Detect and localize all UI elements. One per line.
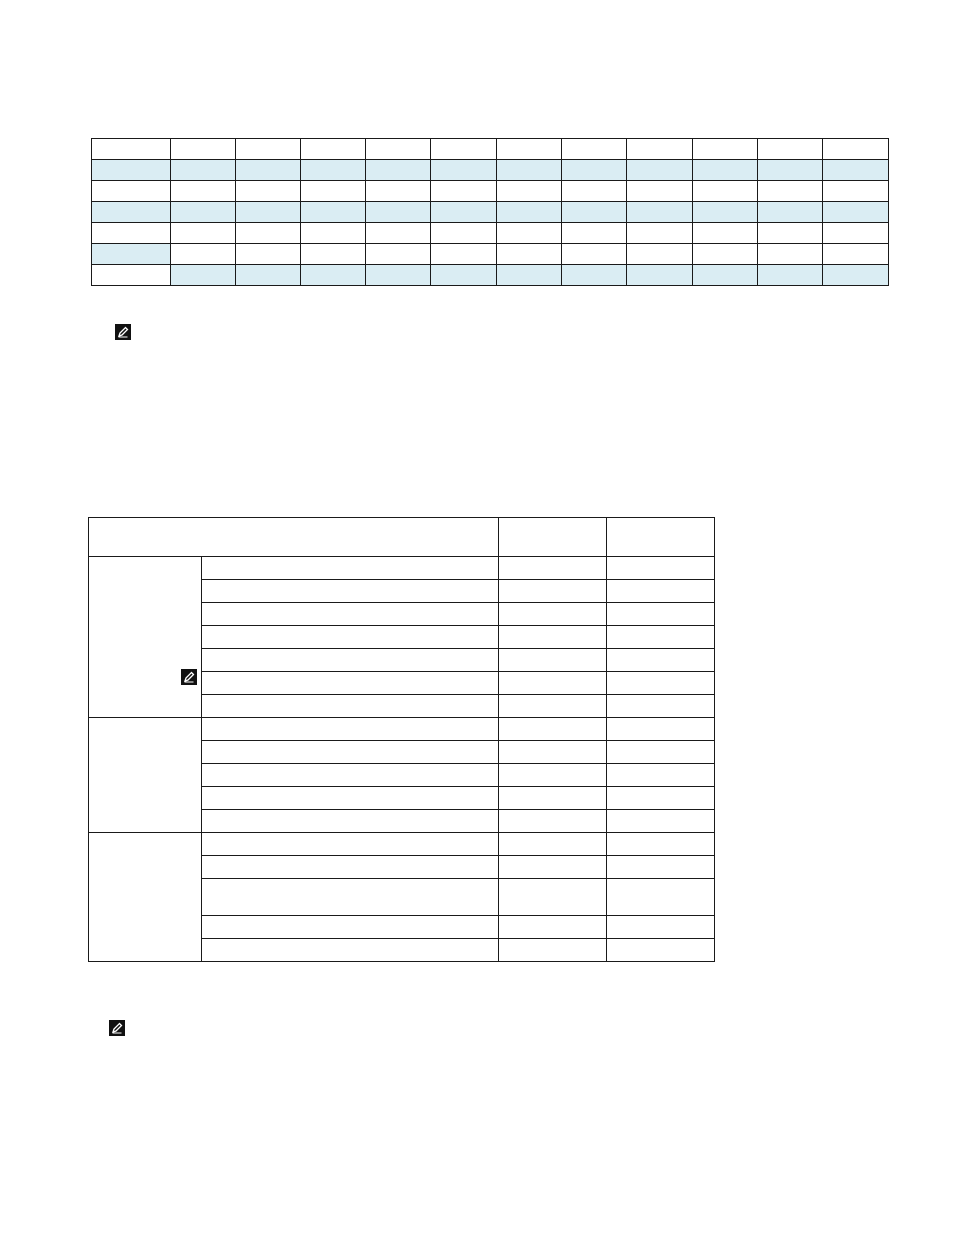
spec-cell [202, 603, 499, 626]
spec-cell [607, 718, 715, 741]
matrix-cell [301, 244, 366, 265]
spec-cell [202, 787, 499, 810]
matrix-cell [171, 202, 236, 223]
spec-cell [202, 741, 499, 764]
spec-body [89, 518, 715, 962]
matrix-table [91, 138, 889, 286]
matrix-cell [562, 202, 627, 223]
spec-cell [499, 833, 607, 856]
matrix-row [92, 160, 889, 181]
matrix-cell [366, 265, 431, 286]
matrix-cell [431, 223, 497, 244]
matrix-cell [171, 223, 236, 244]
spec-row [89, 718, 715, 741]
matrix-cell [431, 181, 497, 202]
matrix-cell [301, 265, 366, 286]
matrix-cell [431, 265, 497, 286]
matrix-cell [497, 181, 562, 202]
matrix-cell [562, 223, 627, 244]
spec-cell [202, 764, 499, 787]
matrix-cell [823, 244, 889, 265]
matrix-cell [823, 265, 889, 286]
matrix-cell [301, 160, 366, 181]
matrix-cell [758, 181, 823, 202]
spec-cell [607, 695, 715, 718]
matrix-cell [431, 202, 497, 223]
spec-cell [607, 916, 715, 939]
matrix-body [92, 139, 889, 286]
matrix-cell [497, 223, 562, 244]
spec-cell [499, 787, 607, 810]
spec-cell [202, 557, 499, 580]
matrix-cell [693, 202, 758, 223]
spec-cell [499, 916, 607, 939]
matrix-row-label-cell [92, 202, 171, 223]
spec-header-cell [89, 518, 499, 557]
spec-group-cell [89, 557, 202, 718]
spec-cell [607, 557, 715, 580]
matrix-cell [301, 181, 366, 202]
matrix-row-label-cell [92, 160, 171, 181]
matrix-cell [497, 139, 562, 160]
matrix-cell [562, 139, 627, 160]
matrix-cell [627, 181, 693, 202]
spec-cell [202, 939, 499, 962]
spec-cell [499, 856, 607, 879]
spec-cell [499, 879, 607, 916]
spec-cell [202, 879, 499, 916]
matrix-cell [366, 181, 431, 202]
spec-cell [499, 557, 607, 580]
matrix-cell [693, 139, 758, 160]
spec-cell [202, 833, 499, 856]
spec-cell [499, 649, 607, 672]
matrix-cell [497, 160, 562, 181]
matrix-cell [301, 202, 366, 223]
matrix-cell [758, 139, 823, 160]
spec-cell [202, 649, 499, 672]
matrix-row [92, 202, 889, 223]
matrix-cell [236, 223, 301, 244]
spec-group-cell [89, 833, 202, 962]
spec-cell [607, 649, 715, 672]
matrix-cell [366, 202, 431, 223]
matrix-cell [562, 181, 627, 202]
note-icon [115, 324, 131, 340]
matrix-cell [236, 202, 301, 223]
matrix-cell [758, 202, 823, 223]
matrix-cell [758, 244, 823, 265]
spec-cell [499, 603, 607, 626]
matrix-cell [627, 244, 693, 265]
spec-cell [607, 764, 715, 787]
matrix-row [92, 181, 889, 202]
matrix-cell [758, 265, 823, 286]
spec-cell [607, 833, 715, 856]
spec-cell [202, 580, 499, 603]
matrix-cell [693, 265, 758, 286]
matrix-cell [693, 223, 758, 244]
spec-cell [202, 718, 499, 741]
matrix-cell [301, 223, 366, 244]
spec-header-row [89, 518, 715, 557]
spec-cell [607, 626, 715, 649]
spec-cell [499, 810, 607, 833]
matrix-cell [236, 265, 301, 286]
matrix-cell [562, 160, 627, 181]
matrix-cell [758, 160, 823, 181]
spec-cell [202, 916, 499, 939]
matrix-cell [627, 223, 693, 244]
spec-cell [607, 787, 715, 810]
matrix-cell [627, 265, 693, 286]
spec-cell [202, 672, 499, 695]
matrix-cell [627, 160, 693, 181]
matrix-cell [236, 244, 301, 265]
note-icon [181, 669, 197, 685]
spec-cell [499, 718, 607, 741]
matrix-cell [301, 139, 366, 160]
matrix-cell [171, 265, 236, 286]
spec-cell [499, 695, 607, 718]
matrix-row-label-cell [92, 139, 171, 160]
matrix-cell [562, 265, 627, 286]
spec-cell [499, 764, 607, 787]
matrix-cell [497, 244, 562, 265]
spec-table [88, 517, 715, 962]
spec-cell [202, 626, 499, 649]
spec-cell [499, 741, 607, 764]
spec-cell [607, 856, 715, 879]
spec-cell [607, 810, 715, 833]
spec-cell [607, 580, 715, 603]
spec-header-cell [607, 518, 715, 557]
matrix-row [92, 244, 889, 265]
note-icon [109, 1020, 125, 1036]
spec-row [89, 833, 715, 856]
matrix-cell [236, 160, 301, 181]
matrix-cell [823, 181, 889, 202]
matrix-row-label-cell [92, 181, 171, 202]
matrix-cell [497, 202, 562, 223]
matrix-row [92, 265, 889, 286]
matrix-cell [693, 244, 758, 265]
spec-cell [607, 741, 715, 764]
matrix-cell [171, 139, 236, 160]
spec-cell [607, 603, 715, 626]
matrix-cell [431, 139, 497, 160]
spec-header-cell [499, 518, 607, 557]
matrix-row-label-cell [92, 223, 171, 244]
matrix-cell [236, 139, 301, 160]
matrix-cell [171, 160, 236, 181]
matrix-row [92, 223, 889, 244]
spec-cell [499, 672, 607, 695]
spec-cell [202, 810, 499, 833]
matrix-row-label-cell [92, 265, 171, 286]
matrix-row-label-cell [92, 244, 171, 265]
spec-cell [202, 695, 499, 718]
matrix-cell [823, 139, 889, 160]
spec-cell [202, 856, 499, 879]
matrix-cell [366, 160, 431, 181]
spec-cell [607, 939, 715, 962]
spec-group-cell [89, 718, 202, 833]
matrix-cell [693, 181, 758, 202]
matrix-cell [171, 244, 236, 265]
matrix-cell [431, 244, 497, 265]
matrix-cell [823, 202, 889, 223]
matrix-cell [171, 181, 236, 202]
matrix-cell [823, 223, 889, 244]
matrix-cell [497, 265, 562, 286]
spec-cell [499, 580, 607, 603]
matrix-cell [627, 202, 693, 223]
matrix-cell [562, 244, 627, 265]
spec-cell [607, 672, 715, 695]
spec-cell [499, 939, 607, 962]
spec-cell [499, 626, 607, 649]
matrix-cell [627, 139, 693, 160]
matrix-row [92, 139, 889, 160]
matrix-cell [366, 223, 431, 244]
matrix-cell [693, 160, 758, 181]
spec-row [89, 557, 715, 580]
matrix-cell [823, 160, 889, 181]
matrix-cell [366, 244, 431, 265]
matrix-cell [431, 160, 497, 181]
spec-cell [607, 879, 715, 916]
matrix-cell [236, 181, 301, 202]
matrix-cell [366, 139, 431, 160]
matrix-cell [758, 223, 823, 244]
